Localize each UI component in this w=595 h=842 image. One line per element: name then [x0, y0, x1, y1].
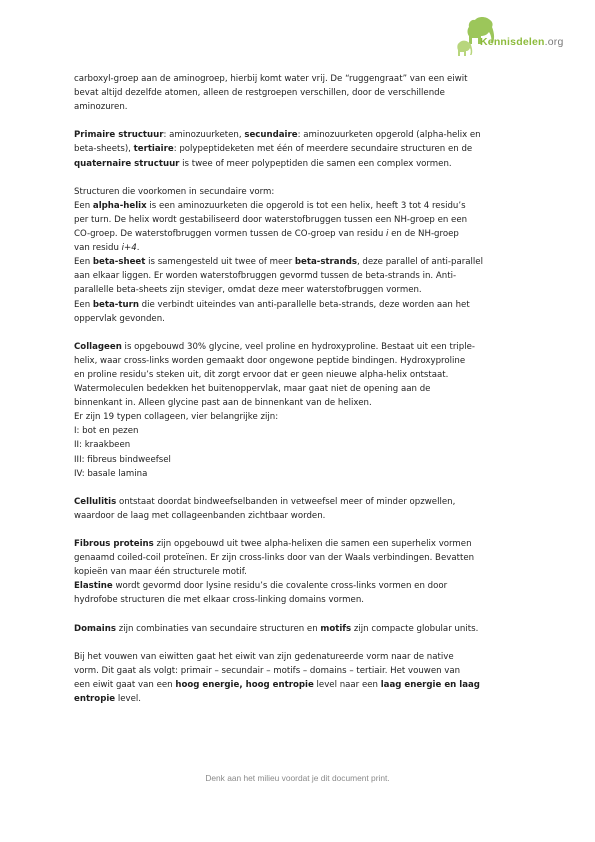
text-line: helix, waar cross-links worden gemaakt door ongewone peptide bindingen. Hydroxyproline	[74, 355, 466, 366]
logo-wordmark	[480, 36, 564, 48]
intro-paragraph	[74, 72, 526, 114]
text-line: binnenkant in. Alleen glycine past aan de binnenkant van de helixen.	[74, 398, 372, 409]
text-line: kopieën van maar één structurele motif.	[74, 567, 247, 578]
text-line	[74, 298, 526, 312]
text-line: bevat altijd dezelfde atomen, alleen de restgroepen verschillen, door de verschillende	[74, 88, 445, 99]
text-fragment: Een	[74, 257, 93, 268]
text-fragment: level.	[115, 694, 142, 705]
text-line	[74, 579, 526, 593]
beta-strands-term: beta-strands	[294, 257, 357, 268]
text-fragment: is opgebouwd 30% glycine, veel proline en hydroxyproline. Bestaat uit een triple-	[121, 341, 475, 352]
text-line	[74, 142, 526, 156]
text-line: genaamd coiled-coil proteïnen. Er zijn cross-links door van der Waals verbindingen. Bevatten	[74, 553, 475, 564]
text-fragment: Een	[74, 200, 93, 211]
text-line: parallelle beta-sheets zijn steviger, omdat deze meer waterstofbruggen vormen.	[74, 285, 422, 296]
text-fragment: : polypeptideketen met één of meerdere secundaire structuren en de	[173, 144, 473, 155]
text-fragment: : aminozuurketen,	[163, 130, 245, 141]
text-fragment: beta-sheets),	[74, 144, 134, 155]
document-body	[74, 72, 526, 720]
list-item: II: kraakbeen	[74, 440, 131, 451]
logo-brand: Kennisdelen	[480, 36, 545, 48]
text-fragment: is twee of meer polypeptiden die samen een complex vormen.	[179, 158, 452, 169]
secondary-structures-paragraph	[74, 185, 526, 326]
domains-term: Domains	[74, 623, 116, 634]
text-fragment: is een aminozuurketen die opgerold is tot een helix, heeft 3 tot 4 residu’s	[146, 200, 466, 211]
text-fragment: die verbindt uiteindes van anti-parallelle beta-strands, deze worden aan het	[138, 299, 470, 310]
collagen-paragraph	[74, 340, 526, 481]
text-fragment: wordt gevormd door lysine residu’s die covalente cross-links vormen en door	[112, 581, 448, 592]
text-line: carboxyl-groep aan de aminogroep, hierbij komt water vrij. De “ruggengraat” van een eiwit	[74, 74, 468, 84]
domains-paragraph	[74, 622, 526, 636]
cellulitis-paragraph	[74, 495, 526, 523]
section-heading: Structuren die voorkomen in secundaire vorm:	[74, 186, 275, 197]
text-line: Bij het vouwen van eiwitten gaat het eiwit van zijn gedenatureerde vorm naar de native	[74, 651, 454, 662]
text-fragment: , deze parallel of anti-parallel	[356, 257, 483, 268]
tertiary-term: tertiaire	[133, 144, 174, 155]
beta-sheet-term: beta-sheet	[92, 257, 146, 268]
page-footer: Denk aan het milieu voordat je dit document print.	[205, 773, 390, 783]
text-fragment: zijn opgebouwd uit twee alpha-helixen die samen een superhelix vormen	[153, 539, 472, 550]
italic-fragment: i	[386, 229, 389, 240]
text-line: waardoor de laag met collageenbanden zichtbaar worden.	[74, 510, 326, 521]
italic-fragment: i+4	[121, 243, 137, 254]
collagen-term: Collageen	[74, 341, 122, 352]
text-line: per turn. De helix wordt gestabiliseerd door waterstofbruggen tussen een NH-groep en een	[74, 214, 468, 225]
primary-term: Primaire structuur	[74, 130, 164, 141]
text-line: vorm. Dit gaat als volgt: primair – secundair – motifs – domains – tertiair. Het vouwen van	[74, 665, 461, 676]
text-line	[74, 157, 526, 171]
text-fragment: level naar een	[313, 680, 381, 691]
text-line	[74, 537, 526, 551]
text-line	[74, 255, 526, 269]
text-line	[74, 622, 526, 636]
text-line	[74, 227, 526, 241]
quaternary-term: quaternaire structuur	[74, 158, 180, 169]
alpha-helix-term: alpha-helix	[92, 200, 147, 211]
text-line: aminozuren.	[74, 102, 128, 113]
elastine-term: Elastine	[74, 581, 113, 592]
folding-paragraph	[74, 650, 526, 706]
high-energy-term: hoog energie, hoog entropie	[175, 680, 314, 691]
text-line: Er zijn 19 typen collageen, vier belangrijke zijn:	[74, 412, 279, 423]
low-entropy-term: entropie	[74, 694, 116, 705]
motifs-term: motifs	[320, 623, 352, 634]
text-line	[74, 241, 526, 255]
secondary-term: secundaire	[244, 130, 298, 141]
text-fragment: zijn combinaties van secundaire structuren en	[115, 623, 321, 634]
text-line	[74, 678, 526, 692]
text-line: oppervlak gevonden.	[74, 313, 165, 324]
text-fragment: en de NH-groep	[388, 229, 459, 240]
list-item: I: bot en pezen	[74, 426, 139, 437]
text-fragment: CO-groep. De waterstofbruggen vormen tussen de CO-groep van residu	[74, 229, 386, 240]
list-item: IV: basale lamina	[74, 468, 148, 479]
fibrous-paragraph	[74, 537, 526, 607]
cellulitis-term: Cellulitis	[74, 496, 117, 507]
text-line	[74, 495, 526, 509]
logo[interactable]	[456, 14, 576, 60]
text-line	[74, 199, 526, 213]
text-fragment: van residu	[74, 243, 122, 254]
text-line: Watermoleculen bedekken het buitenoppervlak, maar gaat niet de opening aan de	[74, 384, 431, 395]
text-fragment: zijn compacte globular units.	[351, 623, 479, 634]
fibrous-term: Fibrous proteins	[74, 539, 154, 550]
list-item: III: fibreus bindweefsel	[74, 454, 171, 465]
text-line	[74, 128, 526, 142]
text-line: en proline residu’s steken uit, dit zorgt ervoor dat er geen nieuwe alpha-helix ontstaat.	[74, 369, 449, 380]
structure-paragraph	[74, 128, 526, 170]
low-energy-term: laag energie en laag	[380, 680, 480, 691]
text-fragment: een eiwit gaat van een	[74, 680, 176, 691]
beta-turn-term: beta-turn	[92, 299, 139, 310]
text-fragment: .	[136, 243, 140, 254]
logo-tld: .org	[544, 36, 564, 48]
text-fragment: ontstaat doordat bindweefselbanden in vetweefsel meer of minder opzwellen,	[116, 496, 456, 507]
text-fragment: is samengesteld uit twee of meer	[145, 257, 295, 268]
text-line	[74, 340, 526, 354]
text-line: aan elkaar liggen. Er worden waterstofbruggen gevormd tussen de beta-strands in. Anti-	[74, 271, 457, 282]
text-fragment: : aminozuurketen opgerold (alpha-helix en	[297, 130, 481, 141]
text-line: hydrofobe structuren die met elkaar cross-linking domains vormen.	[74, 595, 365, 606]
text-fragment: Een	[74, 299, 93, 310]
text-line	[74, 692, 526, 706]
